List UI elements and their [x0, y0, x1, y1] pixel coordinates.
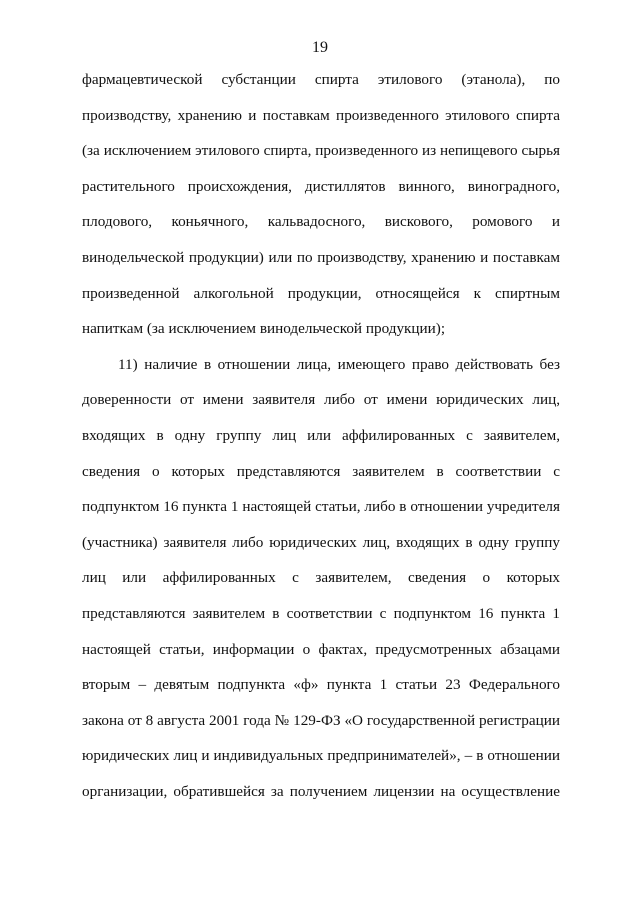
text-line: вторым – девятым подпункта «ф» пункта 1 статьи 23 Федерального — [82, 676, 560, 694]
text-line: доверенности от имени заявителя либо от имени юридических лиц, — [82, 391, 560, 409]
text-line: входящих в одну группу лиц или аффилированных с заявителем, — [82, 426, 560, 444]
body-text — [82, 70, 560, 817]
text-line: винодельческой продукции) или по производству, хранению и поставкам — [82, 248, 560, 266]
text-line: настоящей статьи, информации о фактах, предусмотренных абзацами — [82, 640, 560, 658]
text-line: плодового, коньячного, кальвадосного, вискового, ромового и — [82, 213, 560, 231]
text-line: (участника) заявителя либо юридических лиц, входящих в одну группу — [82, 533, 560, 551]
text-line: подпунктом 16 пункта 1 настоящей статьи, либо в отношении учредителя — [82, 498, 560, 516]
text-line: фармацевтической субстанции спирта этилового (этанола), по — [82, 71, 560, 88]
text-line: растительного происхождения, дистиллятов винного, виноградного, — [82, 177, 560, 195]
text-line: (за исключением этилового спирта, произведенного из непищевого сырья — [82, 142, 560, 160]
text-line: закона от 8 августа 2001 года № 129-ФЗ «О государственной регистрации — [82, 711, 560, 729]
text-line: напиткам (за исключением винодельческой продукции); — [82, 320, 446, 338]
text-line: произведенной алкогольной продукции, относящейся к спиртным — [82, 284, 560, 302]
page-number: 19 — [312, 39, 328, 56]
text-line: производству, хранению и поставкам произведенного этилового спирта — [82, 106, 560, 124]
text-line: представляются заявителем в соответствии с подпунктом 16 пункта 1 — [82, 604, 560, 622]
text-line: сведения о которых представляются заявителем в соответствии с — [82, 462, 560, 480]
text-line: 11) наличие в отношении лица, имеющего право действовать без — [118, 355, 560, 373]
text-line: лиц или аффилированных с заявителем, сведения о которых — [82, 569, 560, 587]
text-line: организации, обратившейся за получением лицензии на осуществление — [82, 782, 560, 800]
text-line: юридических лиц и индивидуальных предпринимателей», – в отношении — [82, 747, 560, 765]
